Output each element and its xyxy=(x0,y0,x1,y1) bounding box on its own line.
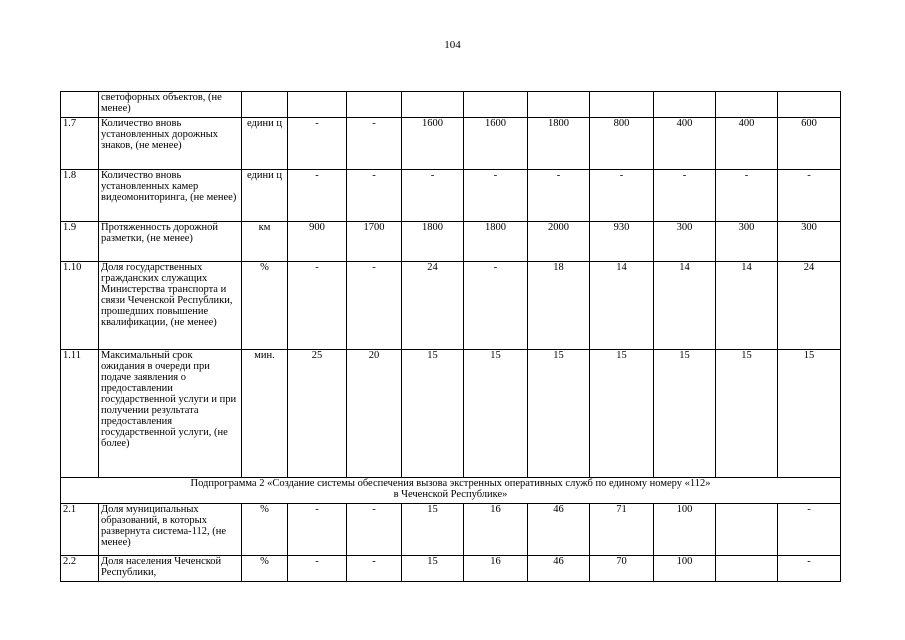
value-cell: 15 xyxy=(464,350,528,478)
value-cell xyxy=(716,556,778,582)
value-cell xyxy=(590,92,654,118)
row-number: 1.7 xyxy=(61,118,99,170)
value-cell: - xyxy=(402,170,464,222)
value-cell: - xyxy=(347,504,402,556)
value-cell xyxy=(288,92,347,118)
value-cell: 46 xyxy=(528,504,590,556)
value-cell: 25 xyxy=(288,350,347,478)
value-cell xyxy=(654,92,716,118)
value-cell: 400 xyxy=(654,118,716,170)
value-cell xyxy=(464,92,528,118)
value-cell: - xyxy=(778,556,841,582)
value-cell: 1700 xyxy=(347,222,402,262)
row-number: 1.11 xyxy=(61,350,99,478)
value-cell: 71 xyxy=(590,504,654,556)
subprogram-heading xyxy=(61,478,841,504)
subprogram-title-line1: Подпрограмма 2 «Создание системы обеспечения вызова экстренных оперативных служб по единому номеру «112» xyxy=(190,478,711,489)
unit-cell: % xyxy=(242,556,288,582)
row-number: 2.2 xyxy=(61,556,99,582)
table-row xyxy=(61,118,841,170)
value-cell: - xyxy=(347,170,402,222)
indicator-name: Доля населения Чеченской Республики, xyxy=(99,556,242,582)
value-cell: 300 xyxy=(778,222,841,262)
value-cell: 100 xyxy=(654,504,716,556)
value-cell: 930 xyxy=(590,222,654,262)
value-cell: 1800 xyxy=(528,118,590,170)
value-cell: 1600 xyxy=(464,118,528,170)
row-number xyxy=(61,92,99,118)
value-cell xyxy=(402,92,464,118)
value-cell: 15 xyxy=(402,350,464,478)
value-cell: 300 xyxy=(716,222,778,262)
indicators-table xyxy=(60,91,841,582)
value-cell xyxy=(528,92,590,118)
indicator-name: Доля государственных гражданских служащих Министерства транспорта и связи Чеченской Республики, прошедших повышение квалификации, (не менее) xyxy=(99,262,242,350)
value-cell: - xyxy=(288,504,347,556)
subprogram-title-line2: в Чеченской Республике» xyxy=(393,489,508,500)
value-cell: 15 xyxy=(402,504,464,556)
table-row xyxy=(61,222,841,262)
value-cell: 900 xyxy=(288,222,347,262)
indicator-name: Протяженность дорожной разметки, (не менее) xyxy=(99,222,242,262)
table-row xyxy=(61,262,841,350)
value-cell: - xyxy=(528,170,590,222)
value-cell: 1800 xyxy=(402,222,464,262)
value-cell: 20 xyxy=(347,350,402,478)
value-cell: - xyxy=(288,262,347,350)
value-cell: 600 xyxy=(778,118,841,170)
unit-cell: едини ц xyxy=(242,170,288,222)
value-cell xyxy=(716,92,778,118)
value-cell: - xyxy=(347,556,402,582)
value-cell: 300 xyxy=(654,222,716,262)
section-row xyxy=(61,478,841,504)
row-number: 2.1 xyxy=(61,504,99,556)
value-cell: 15 xyxy=(402,556,464,582)
table-row xyxy=(61,350,841,478)
value-cell: 400 xyxy=(716,118,778,170)
value-cell: - xyxy=(347,118,402,170)
value-cell: 1600 xyxy=(402,118,464,170)
value-cell: - xyxy=(464,262,528,350)
value-cell: - xyxy=(778,504,841,556)
unit-cell: едини ц xyxy=(242,118,288,170)
value-cell: 46 xyxy=(528,556,590,582)
value-cell: - xyxy=(288,170,347,222)
value-cell: - xyxy=(464,170,528,222)
value-cell: 800 xyxy=(590,118,654,170)
unit-cell: % xyxy=(242,504,288,556)
page-number: 104 xyxy=(444,39,461,51)
table-row xyxy=(61,556,841,582)
table-row xyxy=(61,92,841,118)
indicator-name: Количество вновь установленных дорожных знаков, (не менее) xyxy=(99,118,242,170)
value-cell: - xyxy=(347,262,402,350)
unit-cell: км xyxy=(242,222,288,262)
table-row xyxy=(61,170,841,222)
value-cell: 24 xyxy=(778,262,841,350)
row-number: 1.8 xyxy=(61,170,99,222)
indicator-name: светофорных объектов, (не менее) xyxy=(99,92,242,118)
value-cell: - xyxy=(590,170,654,222)
value-cell: 15 xyxy=(590,350,654,478)
indicator-name: Доля муниципальных образований, в которых развернута система-112, (не менее) xyxy=(99,504,242,556)
indicator-name: Максимальный срок ожидания в очереди при подаче заявления о предоставлении государственной услуги и при получении результата предоставления государственной услуги, (не более) xyxy=(99,350,242,478)
value-cell xyxy=(778,92,841,118)
value-cell: 14 xyxy=(590,262,654,350)
value-cell: 15 xyxy=(654,350,716,478)
value-cell: - xyxy=(654,170,716,222)
unit-cell: % xyxy=(242,262,288,350)
value-cell: 16 xyxy=(464,556,528,582)
value-cell: - xyxy=(288,118,347,170)
value-cell: - xyxy=(778,170,841,222)
value-cell: 15 xyxy=(528,350,590,478)
value-cell: 18 xyxy=(528,262,590,350)
value-cell: 14 xyxy=(654,262,716,350)
value-cell: 2000 xyxy=(528,222,590,262)
value-cell: - xyxy=(716,170,778,222)
row-number: 1.9 xyxy=(61,222,99,262)
value-cell: 24 xyxy=(402,262,464,350)
table-row xyxy=(61,504,841,556)
value-cell: 15 xyxy=(778,350,841,478)
value-cell: 16 xyxy=(464,504,528,556)
unit-cell xyxy=(242,92,288,118)
value-cell: 70 xyxy=(590,556,654,582)
indicator-name: Количество вновь установленных камер видеомониторинга, (не менее) xyxy=(99,170,242,222)
unit-cell: мин. xyxy=(242,350,288,478)
row-number: 1.10 xyxy=(61,262,99,350)
value-cell: - xyxy=(288,556,347,582)
value-cell xyxy=(716,504,778,556)
value-cell xyxy=(347,92,402,118)
value-cell: 15 xyxy=(716,350,778,478)
value-cell: 100 xyxy=(654,556,716,582)
value-cell: 14 xyxy=(716,262,778,350)
value-cell: 1800 xyxy=(464,222,528,262)
